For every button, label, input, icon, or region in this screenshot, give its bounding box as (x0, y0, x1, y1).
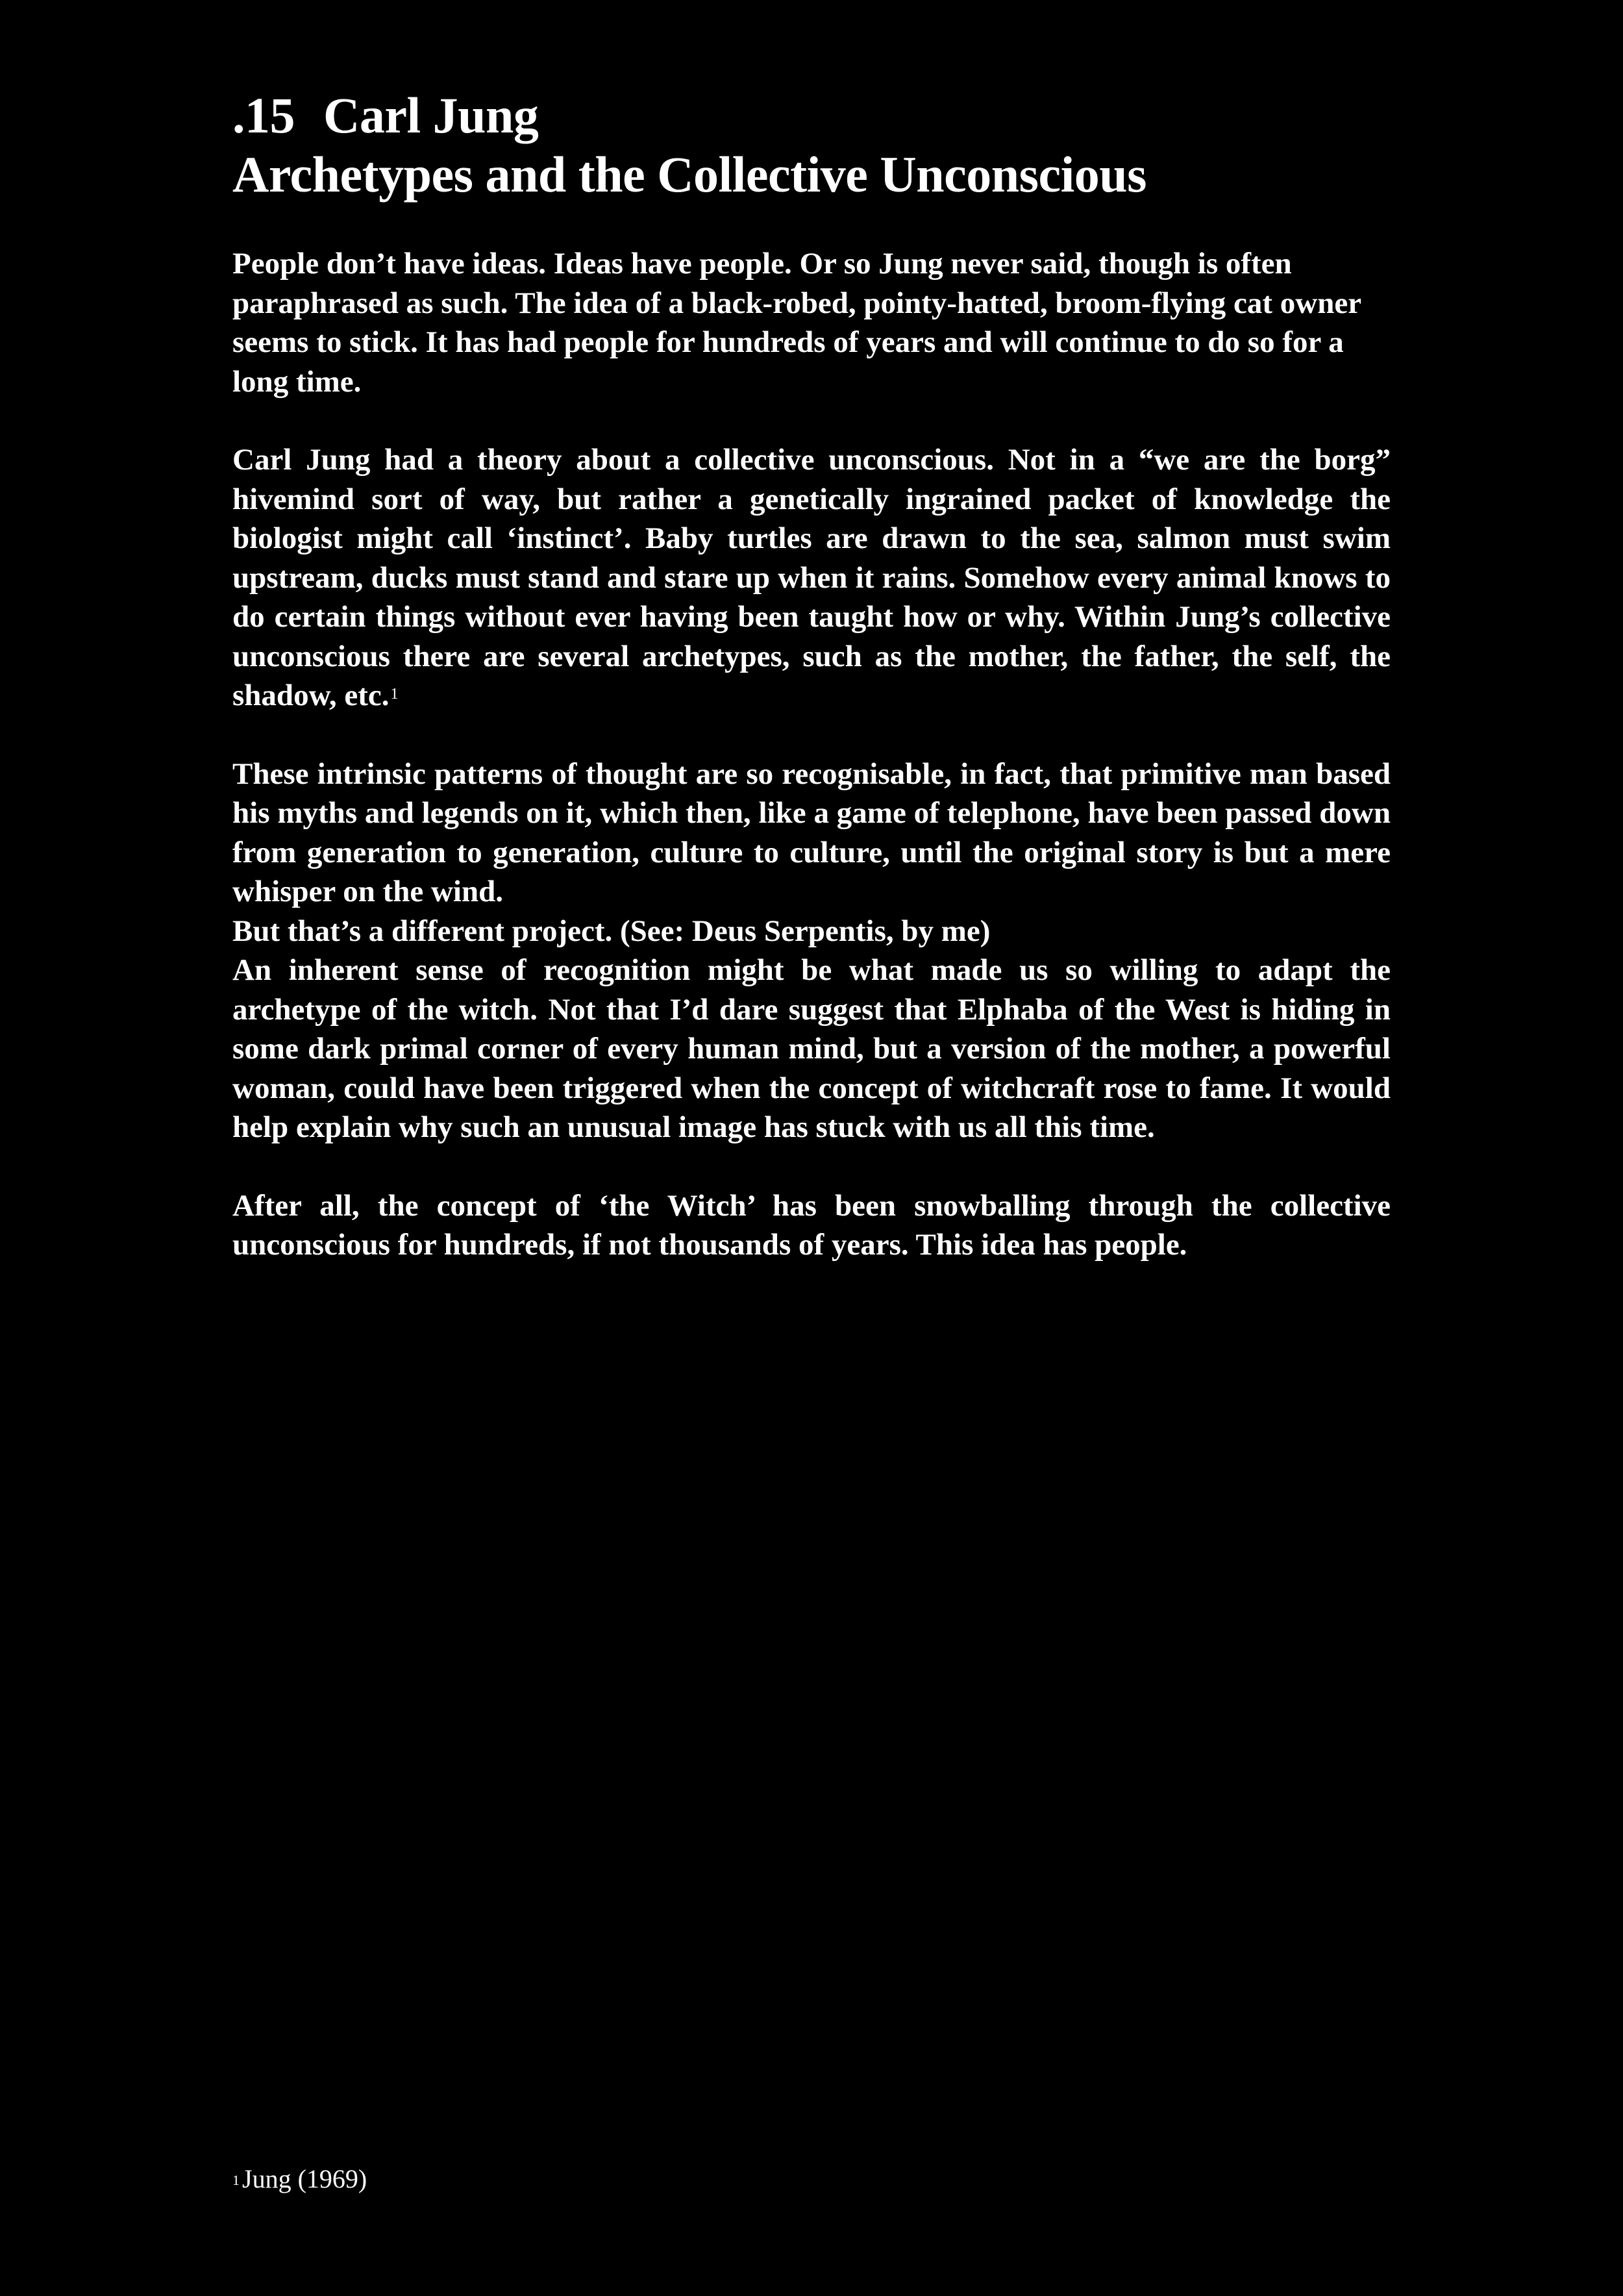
paragraph-3: These intrinsic patterns of thought are so recognisable, in fact, that primitive man based his myths and legends on it, which then, like a game of telephone, have been passed down from generation to generation, culture to culture, until the original story is but a mere whisper on the wind. (232, 756, 1391, 909)
paragraph-2-text: Carl Jung had a theory about a collective unconscious. Not in a “we are the borg” hivemind sort of way, but rather a genetically ingrained packet of knowledge the biologist might call ‘instinct’. Baby turtles are drawn to the sea, salmon must swim upstream, ducks must stand and stare up when it rains. Somehow every animal knows to do certain things without ever having been taught how or why. Within Jung’s collective unconscious there are several archetypes, such as the mother, the father, the self, the shadow, etc. (232, 443, 1391, 713)
footnote-marker: 1 (232, 2172, 240, 2188)
paragraph-4: An inherent sense of recognition might be what made us so willing to adapt the archetype of the witch. Not that I’d dare suggest that Elphaba of the West is hiding in some dark primal corner of every human mind, but a version of the mother, a powerful woman, could have been triggered when the concept of witchcraft rose to fame. It would help explain why such an unusual image has stuck with us all this time. (232, 953, 1391, 1145)
chapter-name: Carl Jung (323, 87, 539, 144)
page-content (232, 84, 1391, 1265)
chapter-number: .15 (232, 87, 295, 144)
paragraph-3-tail: But that’s a different project. (See: Deus Serpentis, by me) (232, 914, 991, 948)
paragraph-1: People don’t have ideas. Ideas have people. Or so Jung never said, though is often paraphrased as such. The idea of a black-robed, pointy-hatted, broom-flying cat owner seems to stick. It has had people for hundreds of years and will continue to do so for a long time. (232, 247, 1361, 399)
chapter-heading (232, 84, 1391, 146)
footnote-reference[interactable]: 1 (390, 686, 399, 703)
footnote-text: Jung (1969) (242, 2164, 367, 2193)
paragraph-5: After all, the concept of ‘the Witch’ has been snowballing through the collective unconscious for hundreds, if not thousands of years. This idea has people. (232, 1188, 1391, 1262)
paragraph-2 (232, 440, 1391, 716)
chapter-subtitle: Archetypes and the Collective Unconscious (232, 146, 1146, 203)
footnote (232, 2164, 367, 2195)
